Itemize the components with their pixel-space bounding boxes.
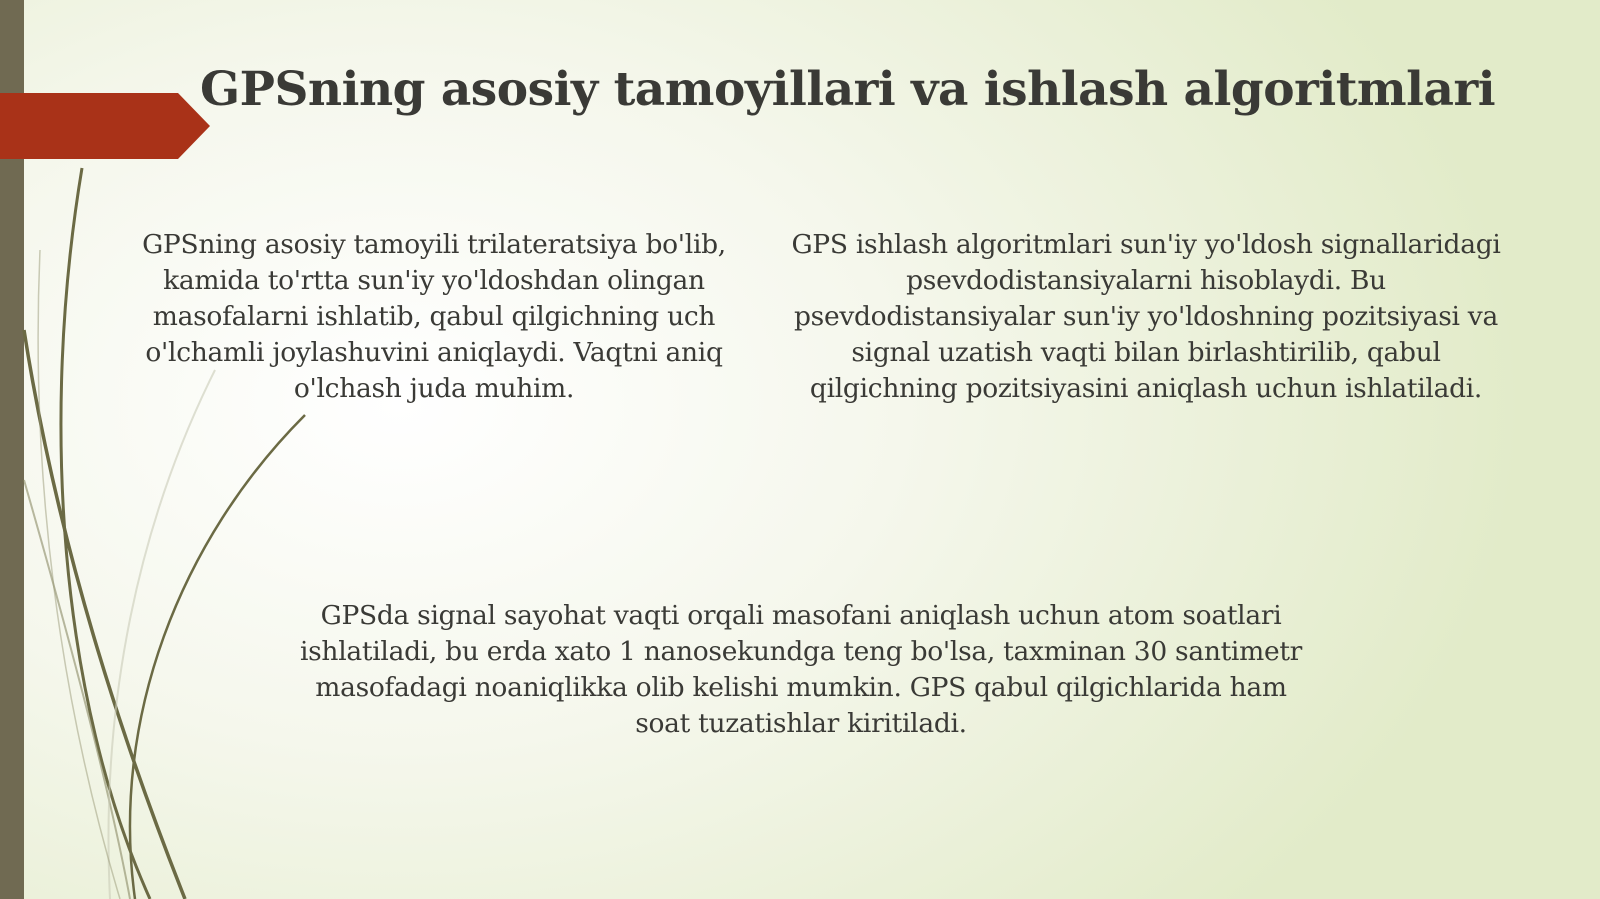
grass-stroke xyxy=(24,480,130,899)
paragraph-atomic-clocks: GPSda signal sayohat vaqti orqali masofani aniqlash uchun atom soatlari ishlatiladi, bu erda xato 1 nanosekundga teng bo'lsa, taxminan 30 santimetr masofadagi noaniqlikka olib kelishi mumkin. GPS qabul qilgichlarida ham soat tuzatishlar kiritiladi. xyxy=(299,600,1303,739)
grass-stroke xyxy=(24,330,185,899)
slide-title: GPSning asosiy tamoyillari va ishlash algoritmlari xyxy=(200,62,1496,117)
paragraph-algorithms: GPS ishlash algoritmlari sun'iy yo'ldosh signallaridagi psevdodistansiyalarni hisoblaydi. Bu psevdodistansiyalar sun'iy yo'ldoshning pozitsiyasi va signal uzatish vaqti bilan birlashtirilib, qabul qilgichning pozitsiyasini aniqlash uchun ishlatiladi. xyxy=(791,229,1501,404)
grass-stroke xyxy=(130,415,305,899)
paragraph-trilateration: GPSning asosiy tamoyili trilateratsiya bo'lib, kamida to'rtta sun'iy yo'ldoshdan olingan masofalarni ishlatib, qabul qilgichning uch o'lchamli joylashuvini aniqlaydi. Vaqtni aniq o'lchash juda muhim. xyxy=(142,229,726,404)
title-accent-arrow xyxy=(0,93,210,159)
grass-stroke xyxy=(108,370,215,899)
